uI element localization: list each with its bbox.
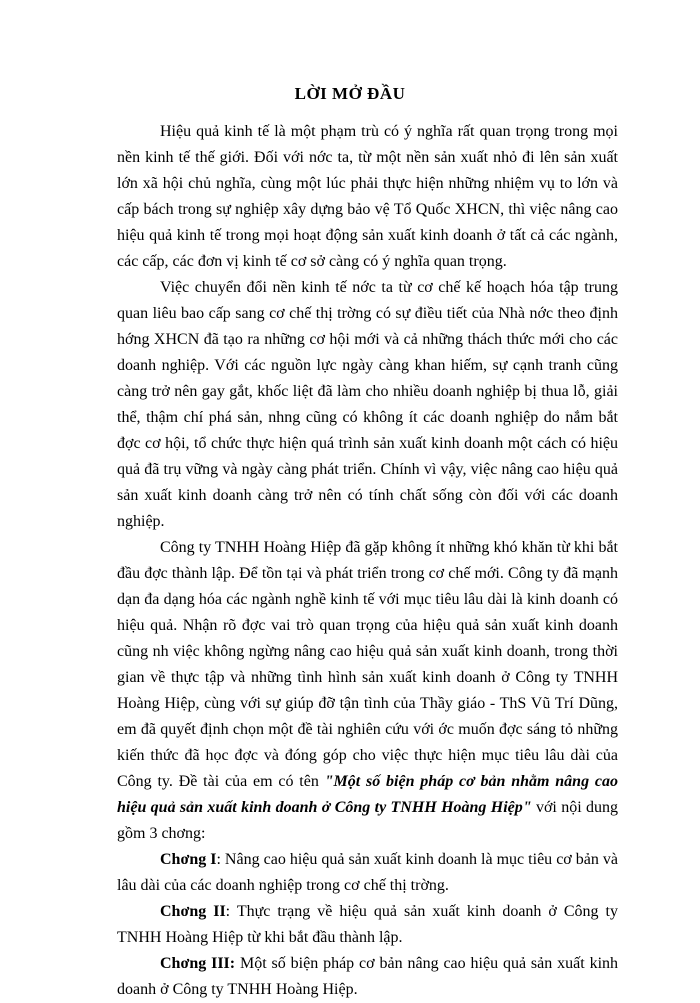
document-body bbox=[117, 119, 618, 1003]
chapter-1 bbox=[117, 847, 618, 899]
paragraph-company-text: Công ty TNHH Hoàng Hiệp đã gặp không ít những khó khăn từ khi bắt đầu đợc thành lập. Để tồn tại và phát triển trong cơ chế mới. Công ty đã mạnh dạn đa dạng hóa các ngành nghề kinh tế với mục tiêu lâu dài là kinh doanh có hiệu quả. Nhận rõ đợc vai trò quan trọng của hiệu quả sản xuất kinh doanh cũng nh việc không ngừng nâng cao hiệu quả sản xuất kinh doanh, trong thời gian về thực tập và những tình hình sản xuất kinh doanh ở Công ty TNHH Hoàng Hiệp, cùng với sự giúp đỡ tận tình của Thầy giáo - ThS Vũ Trí Dũng, em đã quyết định chọn một đề tài nghiên cứu với ớc muốn đợc sáng tỏ những kiến thức đã học đợc và đóng góp cho việc thực hiện mục tiêu lâu dài của Công ty. Đề tài của em có tên bbox=[117, 539, 618, 790]
paragraph-company bbox=[117, 535, 618, 847]
chapter-2-label: Chơng II bbox=[160, 903, 226, 920]
chapter-3-text: Một số biện pháp cơ bản nâng cao hiệu quả sản xuất kinh doanh ở Công ty TNHH Hoàng Hiệp. bbox=[117, 955, 619, 998]
page-title: LỜI MỞ ĐẦU bbox=[294, 84, 406, 103]
thesis-topic-title: "Một số biện pháp cơ bản nhằm nâng cao hiệu quả sản xuất kinh doanh ở Công ty TNHH Hoàng Hiệp" bbox=[117, 773, 618, 816]
paragraph-company-tail: với nội dung gồm 3 chơng: bbox=[117, 799, 618, 842]
chapter-1-label: Chơng I bbox=[160, 851, 217, 868]
chapter-1-text: : Nâng cao hiệu quả sản xuất kinh doanh là mục tiêu cơ bản và lâu dài của các doanh nghiệp trong cơ chế thị trờng. bbox=[117, 851, 619, 894]
paragraph-intro: Hiệu quả kinh tế là một phạm trù có ý nghĩa rất quan trọng trong mọi nền kinh tế thế giới. Đối với nớc ta, từ một nền sản xuất nhỏ đi lên sản xuất lớn xã hội chủ nghĩa, cùng một lúc phải thực hiện những nhiệm vụ to lớn và cấp bách trong sự nghiệp xây dựng bảo vệ Tổ Quốc XHCN, thì việc nâng cao hiệu quả kinh tế trong mọi hoạt động sản xuất kinh doanh ở tất cả các ngành, các cấp, các đơn vị kinh tế cơ sở càng có ý nghĩa quan trọng. bbox=[117, 123, 618, 270]
chapter-2-text: : Thực trạng về hiệu quả sản xuất kinh doanh ở Công ty TNHH Hoàng Hiệp từ khi bắt đầu thành lập. bbox=[117, 903, 618, 946]
paragraph-economy-transition: Việc chuyển đổi nền kinh tế nớc ta từ cơ chế kế hoạch hóa tập trung quan liêu bao cấp sang cơ chế thị trờng có sự điều tiết của Nhà nớc theo định hớng XHCN đã tạo ra những cơ hội mới và cả những thách thức mới cho các doanh nghiệp. Với các nguồn lực ngày càng khan hiếm, sự cạnh tranh cũng càng trở nên gay gắt, khốc liệt đã làm cho nhiều doanh nghiệp bị thua lỗ, giải thể, thậm chí phá sản, nhng cũng có không ít các doanh nghiệp do nắm bắt đợc cơ hội, tổ chức thực hiện quá trình sản xuất kinh doanh một cách có hiệu quả đã trụ vững và ngày càng phát triển. Chính vì vậy, việc nâng cao hiệu quả sản xuất kinh doanh càng trở nên có tính chất sống còn đối với các doanh nghiệp. bbox=[117, 279, 618, 530]
chapter-2 bbox=[117, 899, 618, 951]
chapter-3 bbox=[117, 951, 618, 1003]
chapter-3-label: Chơng III: bbox=[160, 955, 236, 972]
